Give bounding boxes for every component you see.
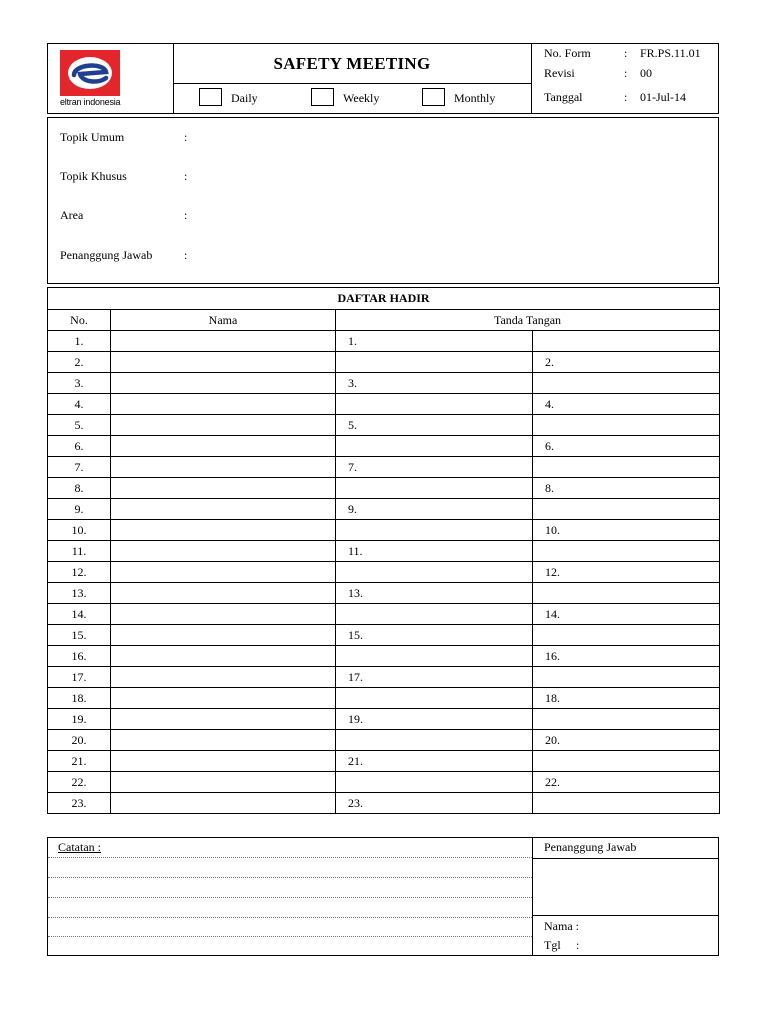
signature-cell-right[interactable]: 10.: [533, 520, 720, 541]
name-cell[interactable]: [111, 331, 336, 352]
signature-cell-left[interactable]: [336, 478, 533, 499]
signature-cell-right[interactable]: [533, 625, 720, 646]
signoff-name-label: Nama :: [544, 919, 579, 933]
signoff-date-colon: :: [576, 938, 580, 952]
eltran-logo-icon: [60, 50, 120, 96]
attendance-row: [48, 520, 720, 541]
attendance-row: [48, 436, 720, 457]
attendance-rows: [48, 331, 720, 814]
row-number: 11.: [48, 541, 111, 562]
signature-cell-left[interactable]: 9.: [336, 499, 533, 520]
row-number: 19.: [48, 709, 111, 730]
note-line: [48, 936, 532, 937]
name-cell[interactable]: [111, 772, 336, 793]
topic-area-row[interactable]: [60, 208, 700, 224]
attendance-row: [48, 646, 720, 667]
note-line: [48, 877, 532, 878]
signature-cell-right[interactable]: [533, 709, 720, 730]
logo-text: eltran indonesia: [60, 97, 121, 107]
column-header-name: Nama: [111, 310, 336, 331]
note-line: [48, 897, 532, 898]
signature-cell-right[interactable]: 12.: [533, 562, 720, 583]
responsible-label: Penanggung Jawab: [544, 840, 637, 854]
topic-label: Penanggung Jawab: [60, 248, 153, 262]
topic-specific-row[interactable]: [60, 169, 700, 185]
meta-value: 00: [640, 66, 652, 80]
signature-cell-right[interactable]: 6.: [533, 436, 720, 457]
name-cell[interactable]: [111, 625, 336, 646]
signoff-date-label: Tgl: [544, 938, 561, 952]
row-number: 10.: [48, 520, 111, 541]
signature-cell-right[interactable]: [533, 457, 720, 478]
name-cell[interactable]: [111, 709, 336, 730]
daily-checkbox[interactable]: [199, 88, 222, 106]
topic-colon: :: [184, 208, 188, 222]
signature-cell-left[interactable]: 3.: [336, 373, 533, 394]
signature-cell-right[interactable]: [533, 583, 720, 604]
name-cell[interactable]: [111, 730, 336, 751]
attendance-row: [48, 562, 720, 583]
signoff-date-field[interactable]: [544, 938, 580, 953]
meta-value: 01-Jul-14: [640, 90, 686, 104]
name-cell[interactable]: [111, 478, 336, 499]
signature-cell-right[interactable]: [533, 751, 720, 772]
attendance-row: [48, 625, 720, 646]
divider: [532, 915, 718, 916]
signature-cell-left[interactable]: 7.: [336, 457, 533, 478]
row-number: 6.: [48, 436, 111, 457]
name-cell[interactable]: [111, 436, 336, 457]
topic-colon: :: [184, 130, 188, 144]
name-cell[interactable]: [111, 520, 336, 541]
signature-cell-right[interactable]: [533, 331, 720, 352]
monthly-label: Monthly: [454, 91, 496, 105]
name-cell[interactable]: [111, 499, 336, 520]
signature-cell-left[interactable]: [336, 730, 533, 751]
name-cell[interactable]: [111, 541, 336, 562]
meta-key: Revisi: [544, 66, 575, 80]
attendance-title: DAFTAR HADIR: [48, 288, 720, 310]
signature-cell-left[interactable]: 21.: [336, 751, 533, 772]
signature-cell-right[interactable]: 4.: [533, 394, 720, 415]
attendance-row: [48, 394, 720, 415]
meta-colon: :: [624, 66, 628, 80]
meta-colon: :: [624, 46, 628, 60]
row-number: 21.: [48, 751, 111, 772]
meta-key: Tanggal: [544, 90, 583, 104]
column-header-signature: Tanda Tangan: [336, 310, 720, 331]
name-cell[interactable]: [111, 604, 336, 625]
name-cell[interactable]: [111, 583, 336, 604]
attendance-row: [48, 667, 720, 688]
attendance-row: [48, 373, 720, 394]
signature-cell-left[interactable]: 5.: [336, 415, 533, 436]
form-title: SAFETY MEETING: [173, 44, 532, 84]
row-number: 17.: [48, 667, 111, 688]
note-line: [48, 917, 532, 918]
signature-cell-right[interactable]: [533, 373, 720, 394]
name-cell[interactable]: [111, 373, 336, 394]
attendance-row: [48, 751, 720, 772]
row-number: 18.: [48, 688, 111, 709]
topic-label: Topik Khusus: [60, 169, 127, 183]
footer-section: [47, 837, 719, 956]
note-line: [48, 857, 532, 858]
row-number: 22.: [48, 772, 111, 793]
meta-row-date: [544, 90, 714, 106]
attendance-row: [48, 478, 720, 499]
signature-cell-right[interactable]: [533, 499, 720, 520]
row-number: 12.: [48, 562, 111, 583]
row-number: 9.: [48, 499, 111, 520]
topic-label: Topik Umum: [60, 130, 125, 144]
meta-colon: :: [624, 90, 628, 104]
signature-cell-left[interactable]: [336, 562, 533, 583]
signoff-name-field[interactable]: [544, 919, 579, 934]
attendance-row: [48, 772, 720, 793]
signature-cell-left[interactable]: 17.: [336, 667, 533, 688]
logo-cell: [48, 44, 174, 113]
row-number: 16.: [48, 646, 111, 667]
signature-cell-left[interactable]: [336, 436, 533, 457]
signature-cell-right[interactable]: 14.: [533, 604, 720, 625]
row-number: 7.: [48, 457, 111, 478]
row-number: 13.: [48, 583, 111, 604]
meta-row-form-number: [544, 46, 714, 62]
form-meta: [532, 44, 718, 113]
column-header-no: No.: [48, 310, 111, 331]
weekly-checkbox[interactable]: [311, 88, 334, 106]
signature-cell-left[interactable]: 15.: [336, 625, 533, 646]
name-cell[interactable]: [111, 415, 336, 436]
row-number: 5.: [48, 415, 111, 436]
attendance-row: [48, 793, 720, 814]
signature-cell-right[interactable]: 20.: [533, 730, 720, 751]
signature-cell-left[interactable]: [336, 604, 533, 625]
signature-cell-right[interactable]: 16.: [533, 646, 720, 667]
topic-label: Area: [60, 208, 84, 222]
name-cell[interactable]: [111, 352, 336, 373]
attendance-row: [48, 541, 720, 562]
daily-label: Daily: [231, 91, 258, 105]
signature-cell-left[interactable]: [336, 520, 533, 541]
row-number: 20.: [48, 730, 111, 751]
topic-colon: :: [184, 169, 188, 183]
topic-responsible-row[interactable]: [60, 248, 700, 264]
signature-cell-right[interactable]: 18.: [533, 688, 720, 709]
signature-cell-right[interactable]: [533, 415, 720, 436]
signature-cell-left[interactable]: [336, 394, 533, 415]
attendance-row: [48, 415, 720, 436]
row-number: 1.: [48, 331, 111, 352]
meta-value: FR.PS.11.01: [640, 46, 701, 60]
topic-general-row[interactable]: [60, 130, 700, 146]
attendance-row: [48, 457, 720, 478]
signature-cell-right[interactable]: [533, 793, 720, 814]
row-number: 2.: [48, 352, 111, 373]
signature-cell-right[interactable]: 8.: [533, 478, 720, 499]
row-number: 14.: [48, 604, 111, 625]
topic-colon: :: [184, 248, 188, 262]
attendance-row: [48, 688, 720, 709]
weekly-label: Weekly: [343, 91, 380, 105]
row-number: 8.: [48, 478, 111, 499]
meta-row-revision: [544, 66, 714, 82]
signature-cell-left[interactable]: 23.: [336, 793, 533, 814]
name-cell[interactable]: [111, 562, 336, 583]
row-number: 15.: [48, 625, 111, 646]
signature-cell-right[interactable]: 22.: [533, 772, 720, 793]
notes-label: Catatan :: [58, 840, 101, 854]
row-number: 3.: [48, 373, 111, 394]
attendance-row: [48, 730, 720, 751]
row-number: 23.: [48, 793, 111, 814]
notes-area[interactable]: [48, 838, 533, 955]
signature-cell-left[interactable]: [336, 646, 533, 667]
form-header: [47, 43, 719, 114]
attendance-row: [48, 352, 720, 373]
name-cell[interactable]: [111, 688, 336, 709]
row-number: 4.: [48, 394, 111, 415]
signature-cell-left[interactable]: 19.: [336, 709, 533, 730]
signature-cell-left[interactable]: [336, 772, 533, 793]
attendance-row: [48, 709, 720, 730]
topics-section: [47, 117, 719, 284]
name-cell[interactable]: [111, 646, 336, 667]
signature-cell-right[interactable]: [533, 667, 720, 688]
attendance-table: [47, 287, 720, 814]
meta-key: No. Form: [544, 46, 591, 60]
signature-cell-left[interactable]: 11.: [336, 541, 533, 562]
signature-cell-left[interactable]: 13.: [336, 583, 533, 604]
signature-cell-right[interactable]: 2.: [533, 352, 720, 373]
name-cell[interactable]: [111, 667, 336, 688]
attendance-row: [48, 583, 720, 604]
signature-cell-right[interactable]: [533, 541, 720, 562]
attendance-row: [48, 499, 720, 520]
attendance-row: [48, 331, 720, 352]
frequency-options: [173, 84, 532, 113]
name-cell[interactable]: [111, 751, 336, 772]
name-cell[interactable]: [111, 457, 336, 478]
name-cell[interactable]: [111, 394, 336, 415]
signature-cell-left[interactable]: [336, 352, 533, 373]
monthly-checkbox[interactable]: [422, 88, 445, 106]
attendance-row: [48, 604, 720, 625]
responsible-signoff: [532, 838, 718, 955]
signature-cell-left[interactable]: [336, 688, 533, 709]
signature-cell-left[interactable]: 1.: [336, 331, 533, 352]
name-cell[interactable]: [111, 793, 336, 814]
divider: [532, 858, 718, 859]
